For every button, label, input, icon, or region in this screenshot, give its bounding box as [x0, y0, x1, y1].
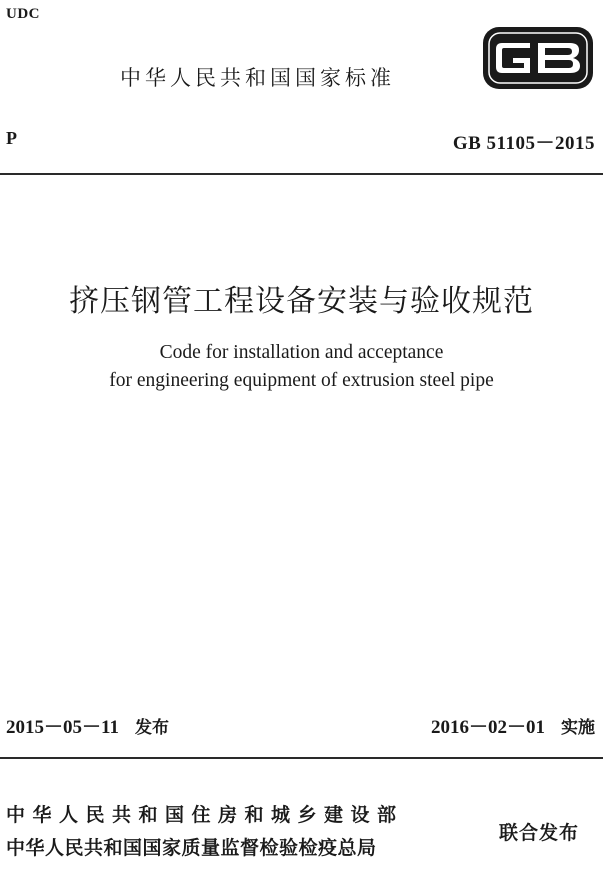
joint-issue-label: 联合发布: [499, 822, 580, 844]
issue-date-block: [6, 712, 169, 739]
udc-label: UDC: [6, 6, 40, 22]
title-english-line1: Code for installation and acceptance: [159, 342, 444, 363]
issuer-ministry-housing: 中华人民共和国住房和城乡建设部: [6, 804, 404, 826]
issue-date: 2015－05－11: [6, 717, 119, 738]
standard-number: GB 51105－2015: [452, 133, 595, 154]
classification-code: P: [6, 128, 17, 148]
standard-type-heading: 中华人民共和国国家标准: [120, 66, 395, 90]
effective-date: 2016－02－01: [430, 717, 545, 738]
top-divider: [0, 173, 603, 175]
title-chinese: 挤压钢管工程设备安装与验收规范: [69, 284, 534, 319]
effective-date-block: [431, 712, 595, 739]
issuer-quality-inspection: 中华人民共和国国家质量监督检验检疫总局: [6, 837, 377, 859]
bottom-divider: [0, 757, 603, 759]
title-english-line2: for engineering equipment of extrusion steel pipe: [109, 370, 494, 391]
effective-label: 实施: [561, 718, 595, 738]
gb-logo: [482, 26, 594, 90]
issue-label: 发布: [134, 718, 169, 738]
